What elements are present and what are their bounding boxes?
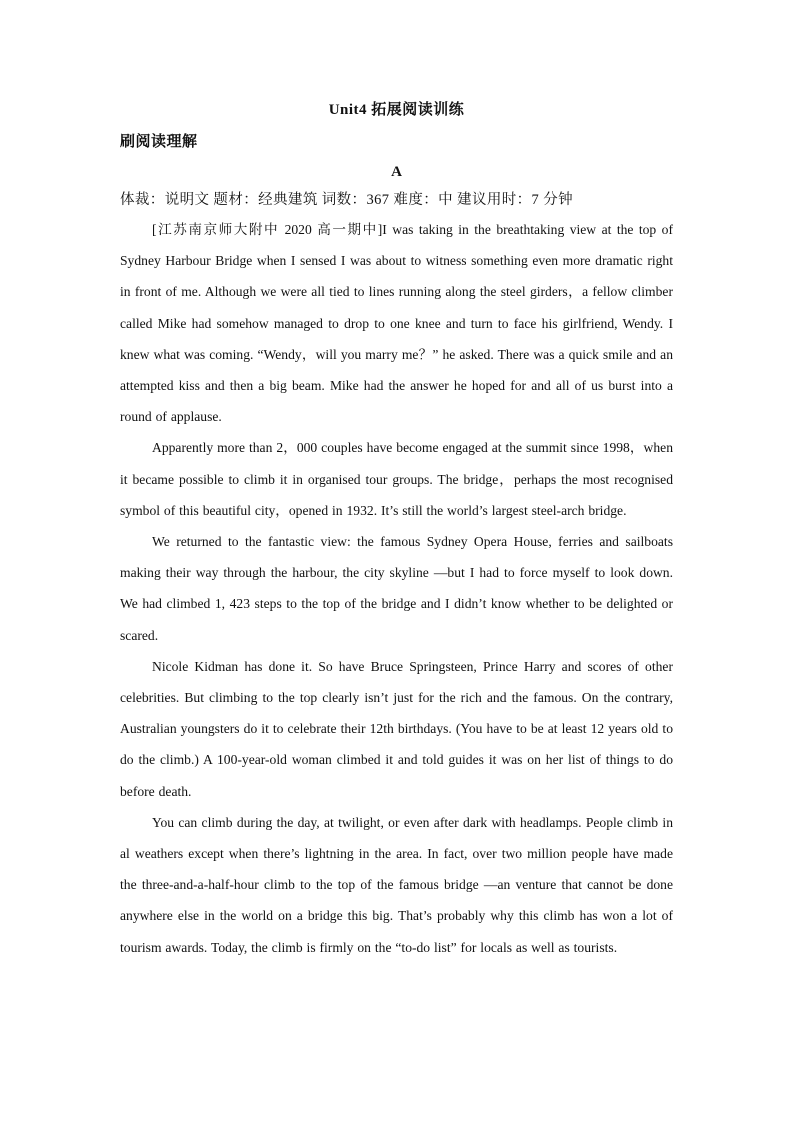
document-title: Unit4 拓展阅读训练 xyxy=(328,102,465,118)
passage-body xyxy=(120,214,673,963)
paragraph-3: We returned to the fantastic view: the famous Sydney Opera House, ferries and sailboats making their way through the harbour, the city skyline —but I had to force myself to look down. We had climbed 1, 423 steps to the top of the bridge and I didn’t know whether to be delighted or scared. xyxy=(120,534,673,643)
paragraph-5: You can climb during the day, at twilight, or even after dark with headlamps. People climb in al weathers except when there’s lightning in the area. In fact, over two million people have made the three-and-a-half-hour climb to the top of the famous bridge —an venture that cannot be done anywhere else in the world on a bridge this big. That’s probably why this climb has won a lot of tourism awards. Today, the climb is firmly on the “to-do list” for locals as well as tourists. xyxy=(120,814,673,955)
passage-label: A xyxy=(391,164,402,180)
paragraph-4: Nicole Kidman has done it. So have Bruce Springsteen, Prince Harry and scores of other celebrities. But climbing to the top clearly isn’t just for the rich and the famous. On the contrary, Australian youngsters do it to celebrate their 12th birthdays. (You have to be at least 12 years old to do the climb.) A 100-year-old woman climbed it and told guides it was on her list of things to do before death. xyxy=(120,658,673,799)
passage-meta: 体裁：说明文 题材：经典建筑 词数：367 难度：中 建议用时：7 分钟 xyxy=(120,192,574,208)
section-heading: 刷阅读理解 xyxy=(120,134,198,150)
document-page xyxy=(120,98,673,963)
paragraph-1: [江苏南京师大附中 2020 高一期中]I was taking in the breathtaking view at the top of Sydney Harbour Bridge when I sensed I was about to witness something even more dramatic right in front of me. Although we were all tied to lines running along the steel girders，a fellow climber called Mike had somehow managed to drop to one knee and turn to face his girlfriend, Wendy. I knew what was coming. “Wendy，will you marry me？” he asked. There was a quick smile and an attempted kiss and then a big beam. Mike had the answer he hoped for and all of us burst into a round of applause. xyxy=(120,222,673,425)
paragraph-2: Apparently more than 2，000 couples have become engaged at the summit since 1998，when it became possible to climb it in organised tour groups. The bridge，perhaps the most recognised symbol of this beautiful city，opened in 1932. It’s still the world’s largest steel-arch bridge. xyxy=(120,440,673,518)
